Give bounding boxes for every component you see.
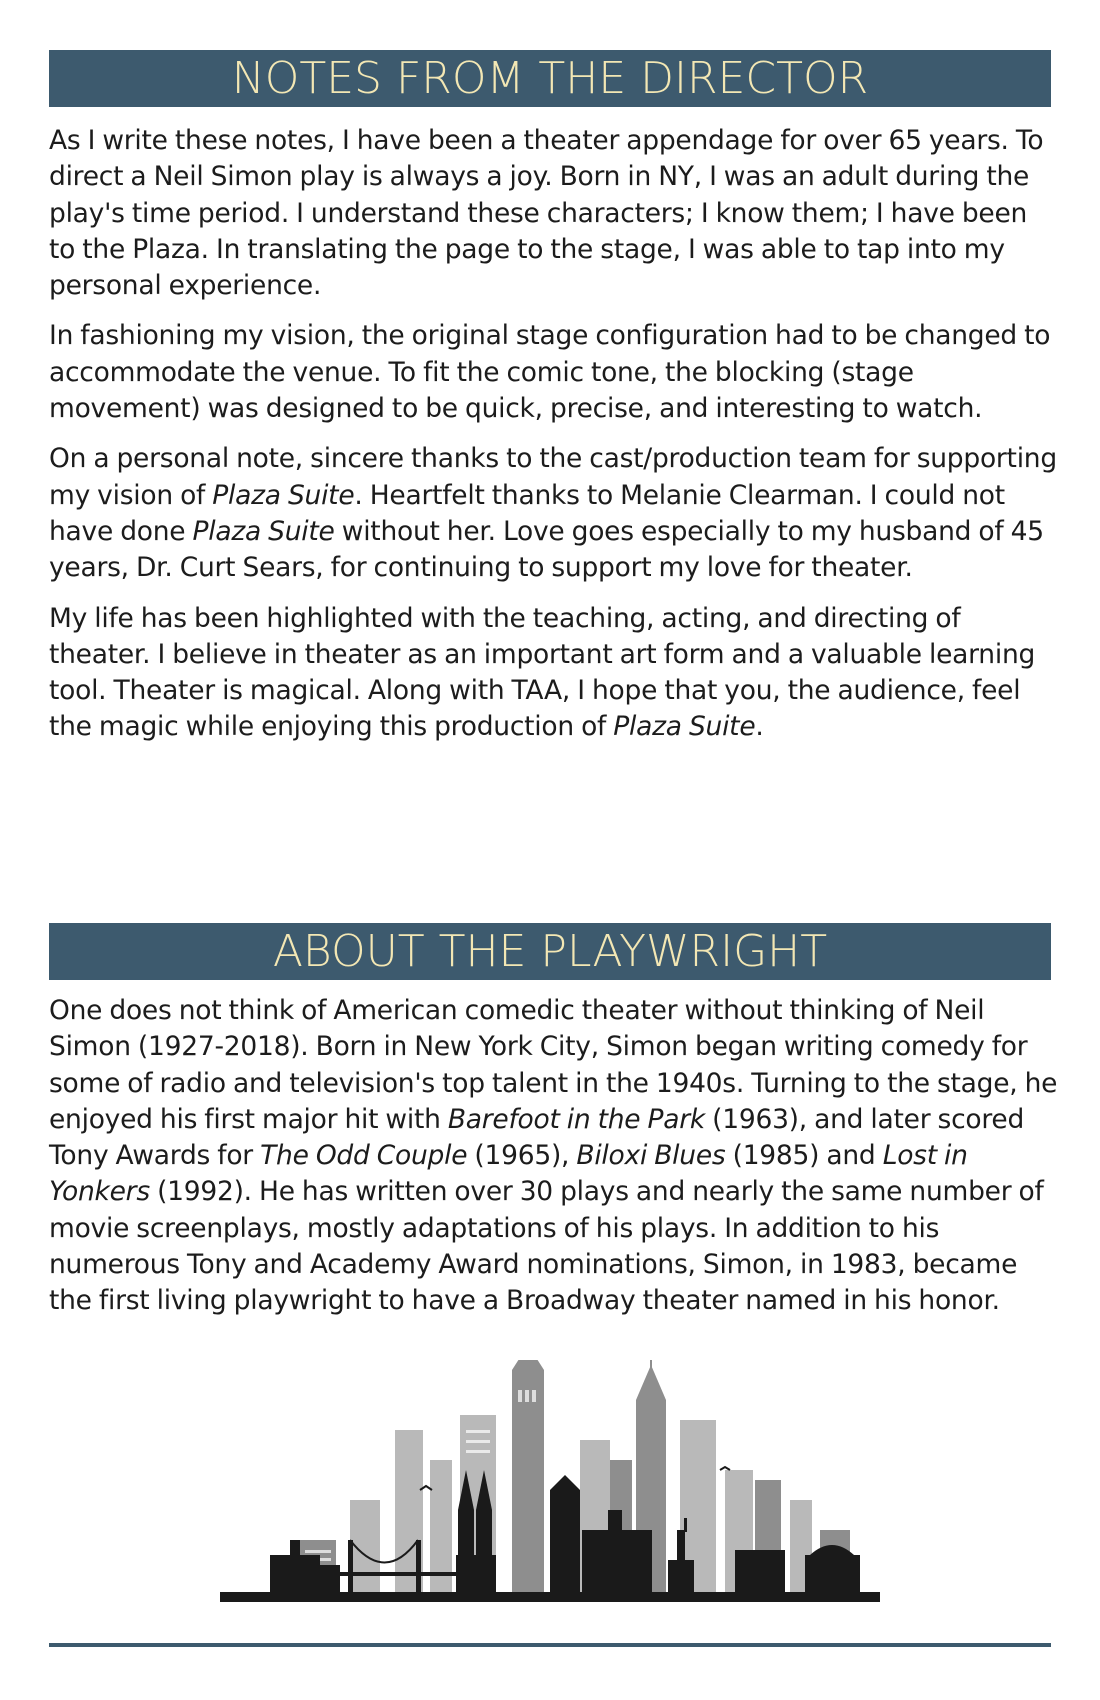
italic-title: Plaza Suite bbox=[613, 711, 756, 743]
text-segment: My life has been highlighted with the teaching, acting, and directing of theater. I believe in theater as an important art form and a valuable learning tool. Theater is magical. Along with TAA, I hope that you, the audience, feel the magic while enjoying this production of bbox=[49, 602, 1036, 743]
text-segment: In fashioning my vision, the original stage configuration had to be changed to accommodate the venue. To fit the comic tone, the blocking (stage movement) was designed to be quick, precise, and interesting to watch. bbox=[49, 320, 1051, 425]
director-notes-body bbox=[49, 123, 1059, 760]
italic-title: Plaza Suite bbox=[212, 479, 355, 511]
text-segment: As I write these notes, I have been a theater appendage for over 65 years. To direct a Neil Simon play is always a joy. Born in NY, I was an adult during the play's time period. I understand these characters; I know them; I have been to the Plaza. In translating the page to the stage, I was able to tap into my personal experience. bbox=[49, 125, 1044, 302]
text-segment: One does not think of American comedic theater without thinking of Neil Simon (1927-2018). Born in New York City, Simon began writing comedy for some of radio and television's top talent in the 1940s. Turning to the stage, he enjoyed his first major hit with bbox=[49, 995, 1058, 1135]
text-segment: (1963), and later scored Tony Awards for bbox=[49, 1103, 1025, 1172]
paragraph bbox=[49, 601, 1059, 746]
text-segment: (1965), bbox=[467, 1140, 577, 1172]
italic-title: Barefoot in the Park bbox=[447, 1103, 705, 1135]
new-york-skyline-icon bbox=[220, 1360, 880, 1630]
italic-title: Lost in Yonkers bbox=[49, 1140, 968, 1208]
paragraph bbox=[49, 123, 1059, 304]
italic-title: The Odd Couple bbox=[260, 1140, 468, 1172]
text-segment: (1985) and bbox=[725, 1140, 883, 1172]
paragraph bbox=[49, 441, 1059, 586]
playwright-heading: ABOUT THE PLAYWRIGHT bbox=[49, 923, 1051, 980]
paragraph bbox=[49, 993, 1059, 1320]
text-segment: (1992). He has written over 30 plays and nearly the same number of movie screenplays, mostly adaptations of his plays. In addition to his numerous Tony and Academy Award nominations, Simon, in 1983, became the first living playwright to have a Broadway theater named in his honor. bbox=[49, 1176, 1044, 1317]
playwright-bio-body bbox=[49, 993, 1059, 1334]
text-segment: On a personal note, sincere thanks to the cast/production team for supporting my vision of bbox=[49, 443, 1057, 511]
text-segment: . Heartfelt thanks to Melanie Clearman. I could not have done bbox=[49, 479, 1005, 547]
italic-title: Plaza Suite bbox=[192, 515, 335, 547]
director-notes-heading: NOTES FROM THE DIRECTOR bbox=[49, 50, 1051, 107]
italic-title: Biloxi Blues bbox=[576, 1140, 726, 1172]
text-segment: . bbox=[755, 711, 764, 743]
text-segment: without her. Love goes especially to my husband of 45 years, Dr. Curt Sears, for continuing to support my love for theater. bbox=[49, 515, 1044, 584]
paragraph bbox=[49, 318, 1059, 427]
bottom-divider bbox=[49, 1643, 1051, 1647]
